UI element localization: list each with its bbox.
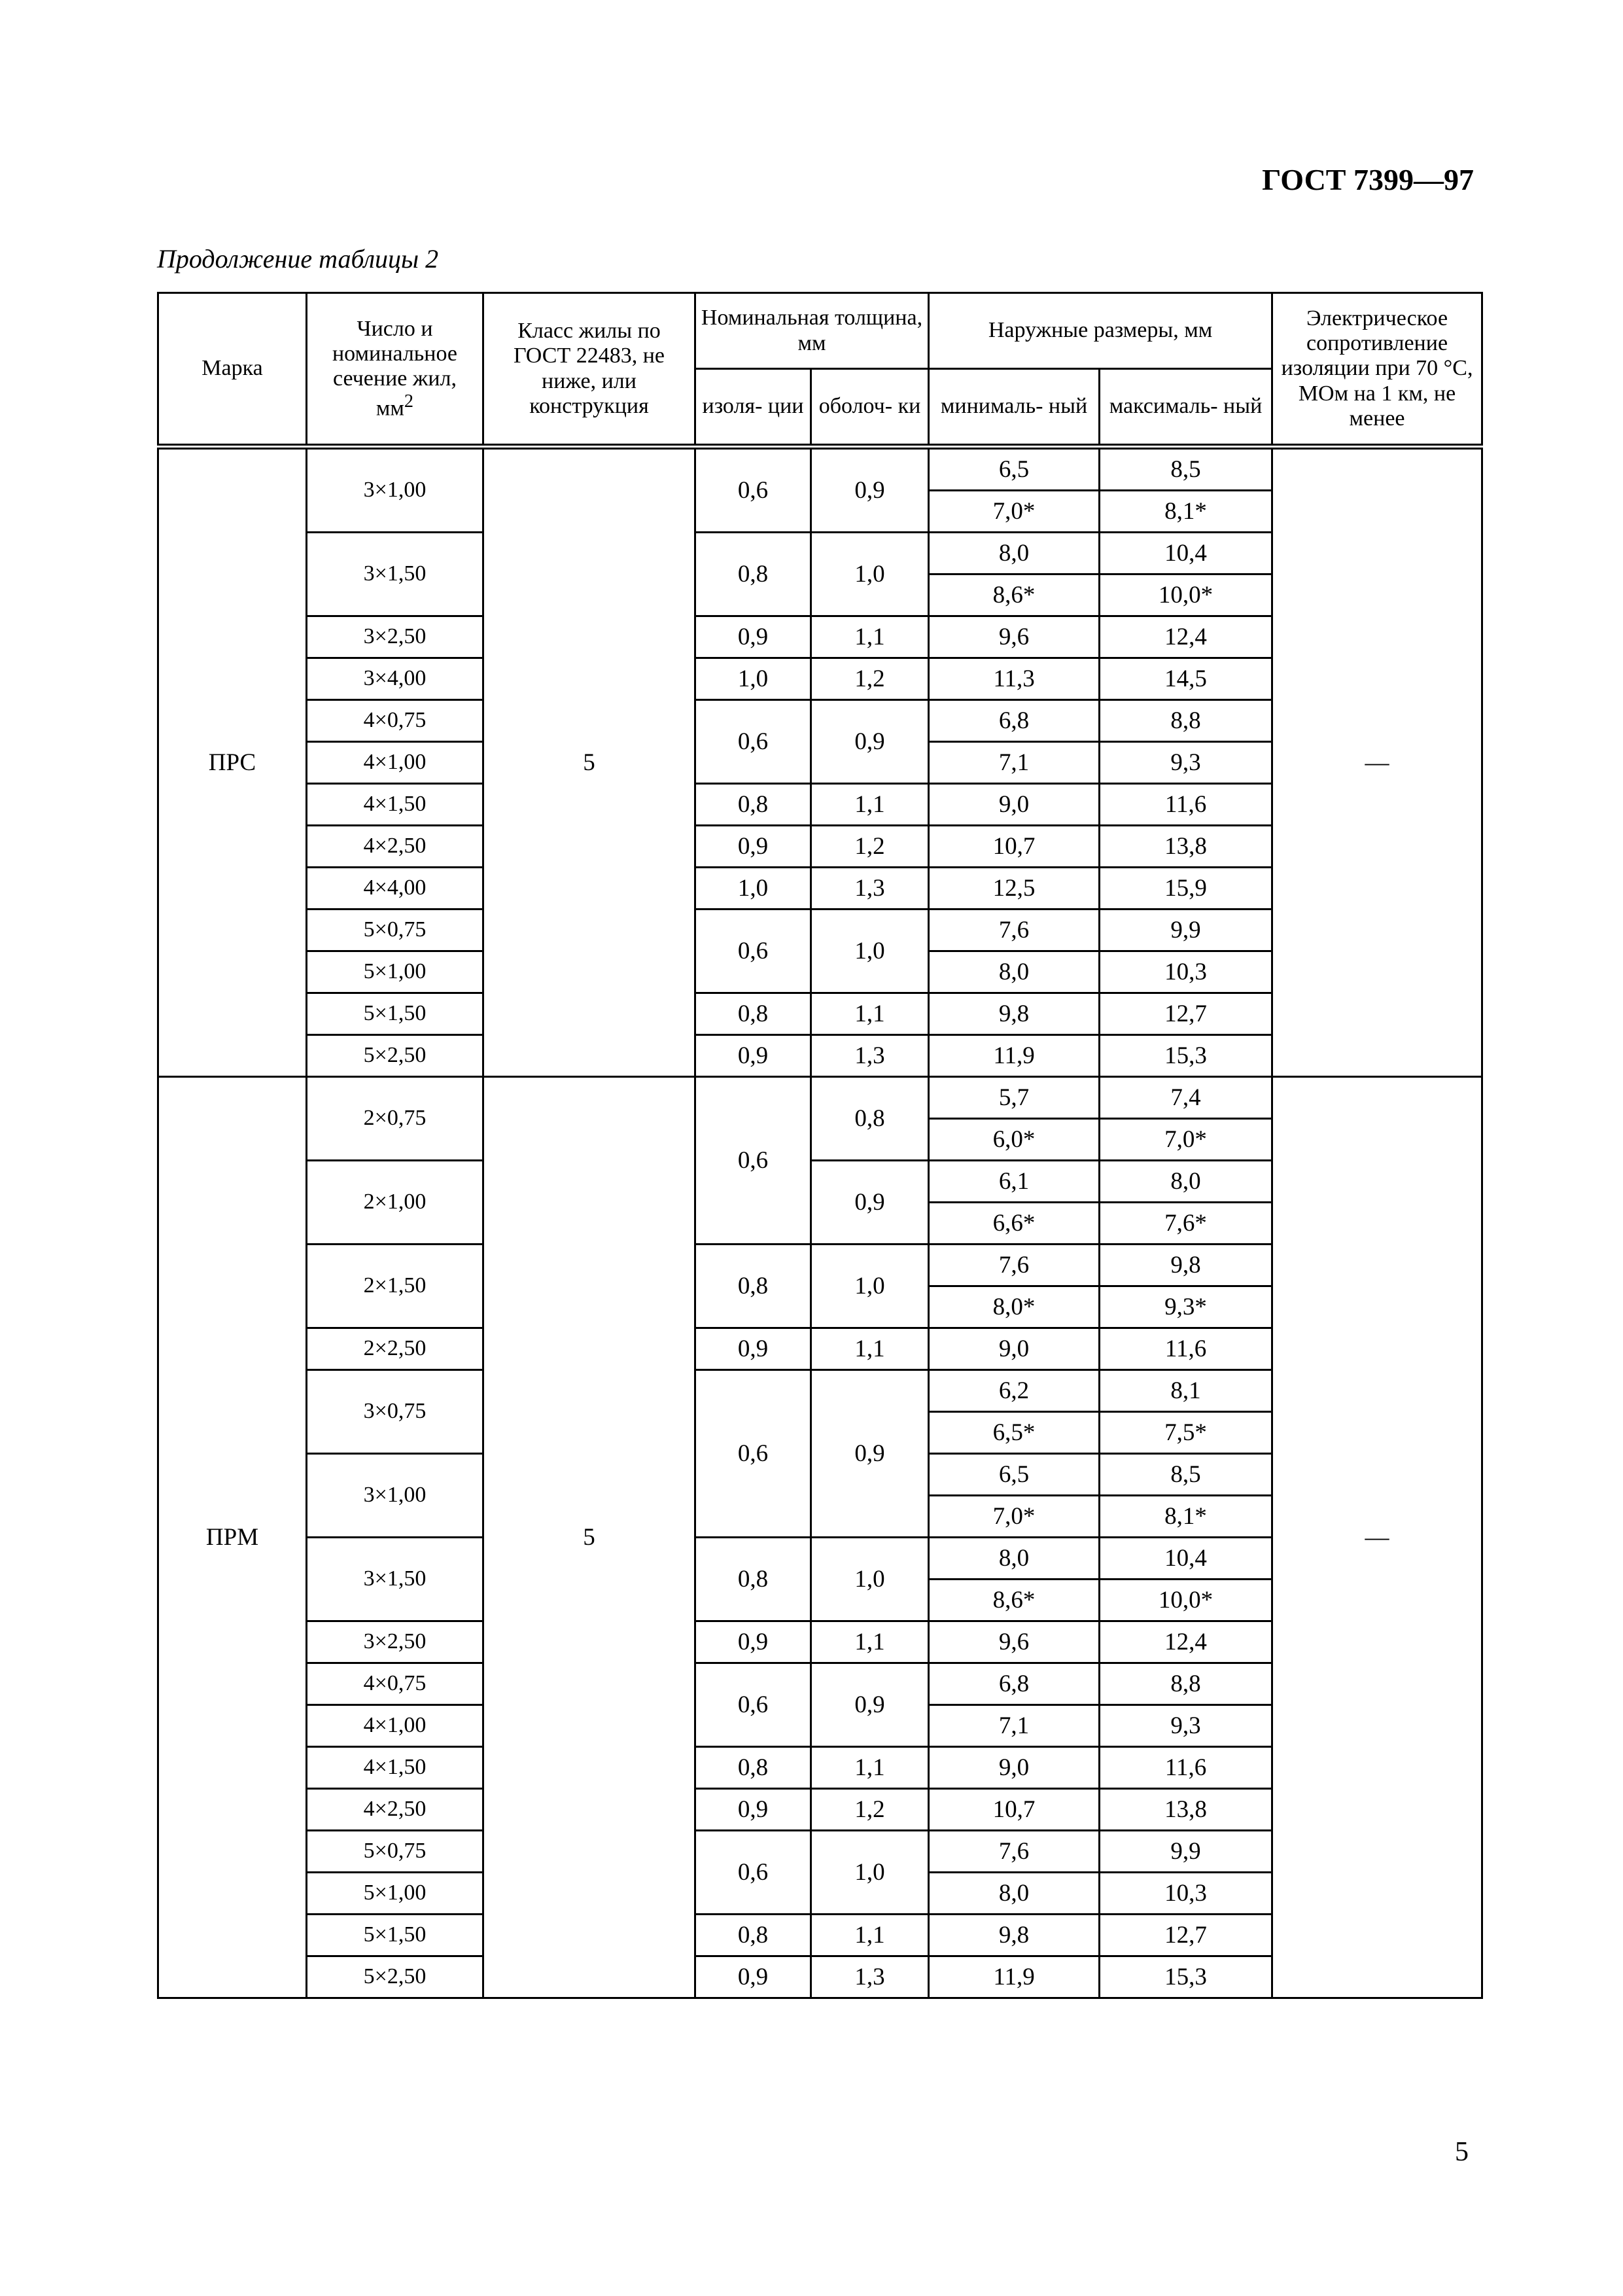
cell-min: 6,5: [929, 1454, 1100, 1496]
cell-max: 9,3*: [1100, 1286, 1272, 1328]
cell-sheath: 1,1: [811, 1747, 929, 1789]
header-marka: Марка: [158, 293, 307, 447]
cell-min: 7,0*: [929, 491, 1100, 533]
cell-max: 11,6: [1100, 784, 1272, 826]
cell-min: 6,5: [929, 447, 1100, 491]
cell-max: 9,9: [1100, 1831, 1272, 1873]
cell-max: 12,7: [1100, 993, 1272, 1035]
cell-min: 9,6: [929, 616, 1100, 658]
cell-min: 8,0*: [929, 1286, 1100, 1328]
cell-max: 10,4: [1100, 1538, 1272, 1580]
cell-max: 8,0: [1100, 1161, 1272, 1203]
cell-max: 10,0*: [1100, 574, 1272, 616]
header-section-text: Число и номинальное сечение жил,: [332, 316, 458, 391]
cell-max: 13,8: [1100, 826, 1272, 868]
cell-max: 10,3: [1100, 1873, 1272, 1915]
cell-section: 4×2,50: [307, 826, 483, 868]
cell-sheath: 1,0: [811, 533, 929, 616]
cell-min: 6,8: [929, 1663, 1100, 1705]
cell-section: 3×1,50: [307, 533, 483, 616]
cell-max: 8,5: [1100, 447, 1272, 491]
cell-min: 10,7: [929, 826, 1100, 868]
cell-sheath: 0,9: [811, 1370, 929, 1538]
cell-insulation: 0,6: [695, 1831, 811, 1915]
cell-section: 4×0,75: [307, 1663, 483, 1705]
cell-insulation: 0,6: [695, 910, 811, 993]
cell-insulation: 0,9: [695, 616, 811, 658]
cell-section: 5×1,50: [307, 993, 483, 1035]
cell-insulation: 1,0: [695, 658, 811, 700]
header-section: [307, 293, 483, 447]
cell-min: 8,0: [929, 1873, 1100, 1915]
cell-min: 10,7: [929, 1789, 1100, 1831]
cell-sheath: 1,3: [811, 1956, 929, 1998]
cell-section: 2×1,50: [307, 1245, 483, 1328]
table-caption: Продолжение таблицы 2: [157, 244, 439, 274]
cell-min: 7,6: [929, 910, 1100, 951]
cell-min: 8,0: [929, 1538, 1100, 1580]
cell-section: 3×2,50: [307, 1621, 483, 1663]
cell-section: 5×2,50: [307, 1035, 483, 1077]
cell-klass: 5: [483, 447, 695, 1077]
header-section-sup: 2: [404, 391, 414, 412]
cell-section: 5×1,00: [307, 951, 483, 993]
cell-insulation: 0,6: [695, 1370, 811, 1538]
header-klass: Класс жилы по ГОСТ 22483, не ниже, или конструкция: [483, 293, 695, 447]
cell-max: 7,4: [1100, 1077, 1272, 1119]
cell-max: 11,6: [1100, 1328, 1272, 1370]
cell-min: 9,6: [929, 1621, 1100, 1663]
cell-insulation: 0,9: [695, 826, 811, 868]
cell-section: 4×0,75: [307, 700, 483, 742]
cell-min: 6,8: [929, 700, 1100, 742]
header-outer-max: максималь- ный: [1100, 369, 1272, 447]
cell-section: 5×1,00: [307, 1873, 483, 1915]
cell-insulation: 0,6: [695, 1077, 811, 1245]
cell-min: 6,0*: [929, 1119, 1100, 1161]
cell-insulation: 0,9: [695, 1789, 811, 1831]
cell-max: 8,5: [1100, 1454, 1272, 1496]
page-number: 5: [1455, 2137, 1469, 2167]
cell-max: 8,1*: [1100, 1496, 1272, 1538]
cell-min: 9,0: [929, 1328, 1100, 1370]
header-section-unit: мм: [375, 396, 404, 421]
cell-max: 8,1: [1100, 1370, 1272, 1412]
cell-section: 4×1,50: [307, 784, 483, 826]
header-thickness: Номинальная толщина, мм: [695, 293, 929, 369]
cell-max: 12,4: [1100, 616, 1272, 658]
cell-max: 7,5*: [1100, 1412, 1272, 1454]
cell-min: 11,3: [929, 658, 1100, 700]
cell-insulation: 0,9: [695, 1956, 811, 1998]
cell-insulation: 0,6: [695, 447, 811, 533]
cell-min: 8,0: [929, 951, 1100, 993]
cell-sheath: 1,3: [811, 868, 929, 910]
header-outer-min: минималь- ный: [929, 369, 1100, 447]
cell-insulation: 1,0: [695, 868, 811, 910]
cell-insulation: 0,9: [695, 1621, 811, 1663]
header-outer: Наружные размеры, мм: [929, 293, 1272, 369]
cell-sheath: 0,8: [811, 1077, 929, 1161]
cell-insulation: 0,8: [695, 784, 811, 826]
cell-sheath: 1,2: [811, 826, 929, 868]
cell-min: 7,1: [929, 1705, 1100, 1747]
cell-max: 7,0*: [1100, 1119, 1272, 1161]
cell-section: 3×1,50: [307, 1538, 483, 1621]
cell-insulation: 0,8: [695, 533, 811, 616]
cell-insulation: 0,8: [695, 1538, 811, 1621]
cell-section: 3×4,00: [307, 658, 483, 700]
cell-insulation: 0,6: [695, 1663, 811, 1747]
cell-insulation: 0,9: [695, 1328, 811, 1370]
cell-sheath: 1,1: [811, 1915, 929, 1956]
cell-insulation: 0,9: [695, 1035, 811, 1077]
cell-section: 3×0,75: [307, 1370, 483, 1454]
cell-max: 9,3: [1100, 1705, 1272, 1747]
cell-min: 9,0: [929, 784, 1100, 826]
cell-max: 9,8: [1100, 1245, 1272, 1286]
cell-min: 8,6*: [929, 574, 1100, 616]
cell-section: 5×0,75: [307, 1831, 483, 1873]
cell-insulation: 0,6: [695, 700, 811, 784]
cell-insulation: 0,8: [695, 1915, 811, 1956]
cell-section: 5×2,50: [307, 1956, 483, 1998]
cell-max: 11,6: [1100, 1747, 1272, 1789]
cell-max: 14,5: [1100, 658, 1272, 700]
cell-max: 8,8: [1100, 1663, 1272, 1705]
header-thickness-sheath: оболоч- ки: [811, 369, 929, 447]
cell-sheath: 1,2: [811, 658, 929, 700]
cell-section: 3×1,00: [307, 447, 483, 533]
cell-sheath: 0,9: [811, 1161, 929, 1245]
header-thickness-insulation: изоля- ции: [695, 369, 811, 447]
cell-sheath: 1,0: [811, 910, 929, 993]
table-row: [158, 447, 1482, 491]
cable-dimensions-table: [157, 292, 1483, 1999]
cell-min: 8,6*: [929, 1580, 1100, 1621]
cell-sheath: 1,1: [811, 1328, 929, 1370]
cell-section: 4×1,50: [307, 1747, 483, 1789]
cell-max: 7,6*: [1100, 1203, 1272, 1245]
cell-insulation: 0,8: [695, 1245, 811, 1328]
cell-section: 4×1,00: [307, 742, 483, 784]
cell-marka: ПРС: [158, 447, 307, 1077]
cell-min: 6,6*: [929, 1203, 1100, 1245]
cell-section: 2×1,00: [307, 1161, 483, 1245]
cell-min: 9,8: [929, 1915, 1100, 1956]
cell-max: 9,9: [1100, 910, 1272, 951]
cell-insulation: 0,8: [695, 1747, 811, 1789]
cell-min: 8,0: [929, 533, 1100, 574]
cell-max: 10,4: [1100, 533, 1272, 574]
cell-max: 10,0*: [1100, 1580, 1272, 1621]
cell-min: 11,9: [929, 1956, 1100, 1998]
cell-min: 7,6: [929, 1245, 1100, 1286]
cell-min: 9,0: [929, 1747, 1100, 1789]
cell-sheath: 1,0: [811, 1831, 929, 1915]
cell-sheath: 1,1: [811, 616, 929, 658]
cell-max: 13,8: [1100, 1789, 1272, 1831]
cell-sheath: 1,0: [811, 1245, 929, 1328]
cell-section: 5×0,75: [307, 910, 483, 951]
cell-marka: ПРМ: [158, 1077, 307, 1998]
cell-max: 9,3: [1100, 742, 1272, 784]
table-body: [158, 447, 1482, 1998]
cell-max: 15,3: [1100, 1956, 1272, 1998]
cell-klass: 5: [483, 1077, 695, 1998]
cell-min: 7,6: [929, 1831, 1100, 1873]
cell-sheath: 0,9: [811, 447, 929, 533]
cell-max: 12,7: [1100, 1915, 1272, 1956]
table-row: [158, 1077, 1482, 1119]
cell-min: 5,7: [929, 1077, 1100, 1119]
cell-min: 6,2: [929, 1370, 1100, 1412]
cell-min: 9,8: [929, 993, 1100, 1035]
cell-sheath: 1,3: [811, 1035, 929, 1077]
cell-sheath: 1,1: [811, 1621, 929, 1663]
cell-insulation: 0,8: [695, 993, 811, 1035]
cell-sheath: 1,0: [811, 1538, 929, 1621]
cell-max: 8,8: [1100, 700, 1272, 742]
cell-section: 5×1,50: [307, 1915, 483, 1956]
cell-section: 2×0,75: [307, 1077, 483, 1161]
cell-resistance: —: [1272, 1077, 1482, 1998]
cell-section: 4×2,50: [307, 1789, 483, 1831]
cell-min: 12,5: [929, 868, 1100, 910]
cell-sheath: 0,9: [811, 700, 929, 784]
cell-max: 15,3: [1100, 1035, 1272, 1077]
cell-sheath: 0,9: [811, 1663, 929, 1747]
cell-section: 3×1,00: [307, 1454, 483, 1538]
cell-section: 4×4,00: [307, 868, 483, 910]
cell-min: 6,1: [929, 1161, 1100, 1203]
cell-min: 7,0*: [929, 1496, 1100, 1538]
cell-max: 8,1*: [1100, 491, 1272, 533]
cell-min: 11,9: [929, 1035, 1100, 1077]
cell-sheath: 1,1: [811, 784, 929, 826]
header-resistance: Электрическое сопротивление изоляции при 70 °С, МОм на 1 км, не менее: [1272, 293, 1482, 447]
cell-section: 2×2,50: [307, 1328, 483, 1370]
cell-max: 15,9: [1100, 868, 1272, 910]
cell-sheath: 1,2: [811, 1789, 929, 1831]
cell-section: 4×1,00: [307, 1705, 483, 1747]
cell-sheath: 1,1: [811, 993, 929, 1035]
cell-max: 10,3: [1100, 951, 1272, 993]
document-number: ГОСТ 7399—97: [1262, 163, 1474, 196]
cell-min: 6,5*: [929, 1412, 1100, 1454]
cell-resistance: —: [1272, 447, 1482, 1077]
cell-max: 12,4: [1100, 1621, 1272, 1663]
cell-section: 3×2,50: [307, 616, 483, 658]
cell-min: 7,1: [929, 742, 1100, 784]
